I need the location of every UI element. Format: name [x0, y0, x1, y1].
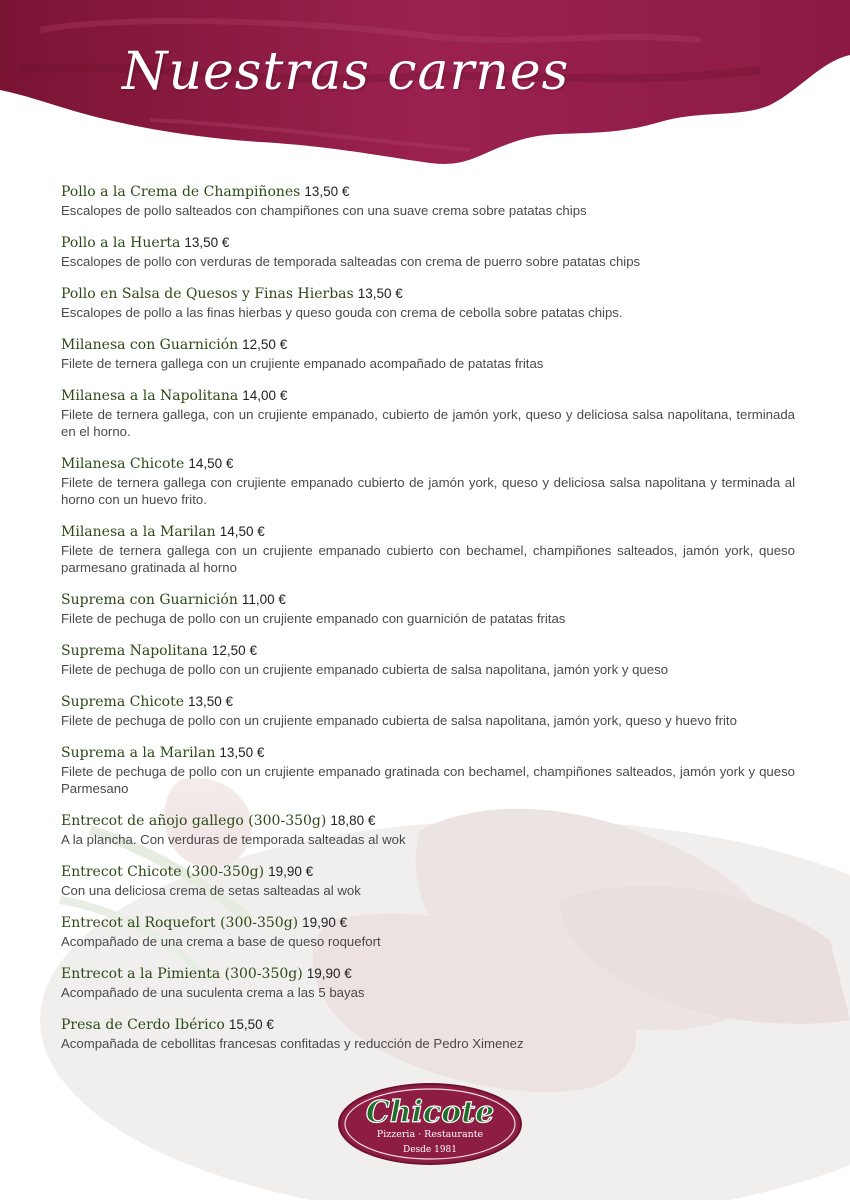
dish-name: Suprema a la Marilan	[61, 745, 216, 761]
menu-item	[61, 862, 795, 899]
dish-description: Filete de pechuga de pollo con un crujiente empanado con guarnición de patatas fritas	[61, 611, 566, 626]
menu-item	[61, 590, 795, 627]
dish-price: 12,50 €	[242, 337, 288, 352]
dish-name: Pollo a la Crema de Champiñones	[61, 184, 301, 200]
dish-name: Milanesa Chicote	[61, 456, 185, 472]
dish-price: 19,90 €	[302, 915, 348, 930]
dish-name: Entrecot al Roquefort (300-350g)	[61, 915, 299, 931]
dish-description: Filete de ternera gallega con un crujiente empanado cubierto con bechamel, champiñones salteados, jamón york, queso parmesano gratinada al horno	[61, 543, 795, 575]
dish-price: 19,90 €	[306, 966, 352, 981]
dish-name: Presa de Cerdo Ibérico	[61, 1017, 225, 1033]
logo-name: Chicote	[365, 1095, 495, 1130]
dish-name: Pollo en Salsa de Quesos y Finas Hierbas	[61, 286, 354, 302]
menu-item	[61, 182, 795, 219]
menu-list	[61, 182, 795, 1066]
menu-item	[61, 811, 795, 848]
dish-name: Milanesa a la Napolitana	[61, 388, 239, 404]
menu-item	[61, 692, 795, 729]
logo-since: Desde 1981	[402, 1145, 458, 1155]
menu-item	[61, 233, 795, 270]
dish-description: Escalopes de pollo a las finas hierbas y queso gouda con crema de cebolla sobre patatas chips.	[61, 305, 623, 320]
dish-description: Escalopes de pollo con verduras de temporada salteadas con crema de puerro sobre patatas chips	[61, 254, 641, 269]
dish-price: 13,50 €	[188, 694, 234, 709]
dish-price: 14,50 €	[188, 456, 234, 471]
logo-tagline: Pizzeria · Restaurante	[376, 1129, 484, 1140]
menu-item	[61, 913, 795, 950]
dish-price: 13,50 €	[184, 235, 230, 250]
dish-name: Suprema Chicote	[61, 694, 185, 710]
menu-item	[61, 743, 795, 797]
dish-description: Acompañado de una suculenta crema a las 5 bayas	[61, 985, 365, 1000]
dish-description: Filete de pechuga de pollo con un crujiente empanado gratinada con bechamel, champiñones salteados, jamón york y queso Parmesano	[61, 764, 795, 796]
dish-description: Acompañada de cebollitas francesas confitadas y reducción de Pedro Ximenez	[61, 1036, 524, 1051]
menu-item	[61, 522, 795, 576]
menu-item	[61, 335, 795, 372]
dish-description: Escalopes de pollo salteados con champiñones con una suave crema sobre patatas chips	[61, 203, 587, 218]
dish-name: Suprema Napolitana	[61, 643, 208, 659]
dish-description: Acompañado de una crema a base de queso roquefort	[61, 934, 381, 949]
dish-name: Pollo a la Huerta	[61, 235, 181, 251]
menu-item	[61, 641, 795, 678]
dish-description: Filete de pechuga de pollo con un crujiente empanado cubierta de salsa napolitana, jamón york, queso y huevo frito	[61, 713, 737, 728]
dish-name: Entrecot Chicote (300-350g)	[61, 864, 265, 880]
dish-price: 13,50 €	[357, 286, 403, 301]
dish-price: 12,50 €	[211, 643, 257, 658]
menu-item	[61, 964, 795, 1001]
menu-item	[61, 1015, 795, 1052]
menu-item	[61, 284, 795, 321]
dish-price: 14,00 €	[242, 388, 288, 403]
dish-name: Entrecot a la Pimienta (300-350g)	[61, 966, 303, 982]
dish-price: 19,90 €	[268, 864, 314, 879]
dish-price: 14,50 €	[219, 524, 265, 539]
dish-name: Suprema con Guarnición	[61, 592, 238, 608]
dish-description: Filete de ternera gallega con un crujiente empanado acompañado de patatas fritas	[61, 356, 544, 371]
dish-description: Con una deliciosa crema de setas salteadas al wok	[61, 883, 361, 898]
dish-description: Filete de ternera gallega con crujiente empanado cubierto de jamón york, queso y deliciosa salsa napolitana y terminada al horno con un huevo frito.	[61, 475, 795, 507]
dish-description: Filete de pechuga de pollo con un crujiente empanado cubierta de salsa napolitana, jamón york y queso	[61, 662, 669, 677]
page-title: Nuestras carnes	[122, 42, 570, 102]
dish-price: 15,50 €	[228, 1017, 274, 1032]
dish-price: 13,50 €	[304, 184, 350, 199]
dish-price: 13,50 €	[219, 745, 265, 760]
dish-price: 18,80 €	[330, 813, 376, 828]
chicote-logo	[337, 1082, 523, 1166]
menu-item	[61, 454, 795, 508]
dish-name: Entrecot de añojo gallego (300-350g)	[61, 813, 327, 829]
dish-price: 11,00 €	[241, 592, 286, 607]
dish-name: Milanesa con Guarnición	[61, 337, 239, 353]
dish-description: A la plancha. Con verduras de temporada salteadas al wok	[61, 832, 406, 847]
dish-name: Milanesa a la Marilan	[61, 524, 216, 540]
dish-description: Filete de ternera gallega, con un crujiente empanado, cubierto de jamón york, queso y deliciosa salsa napolitana, terminada en el horno.	[61, 407, 795, 439]
menu-item	[61, 386, 795, 440]
